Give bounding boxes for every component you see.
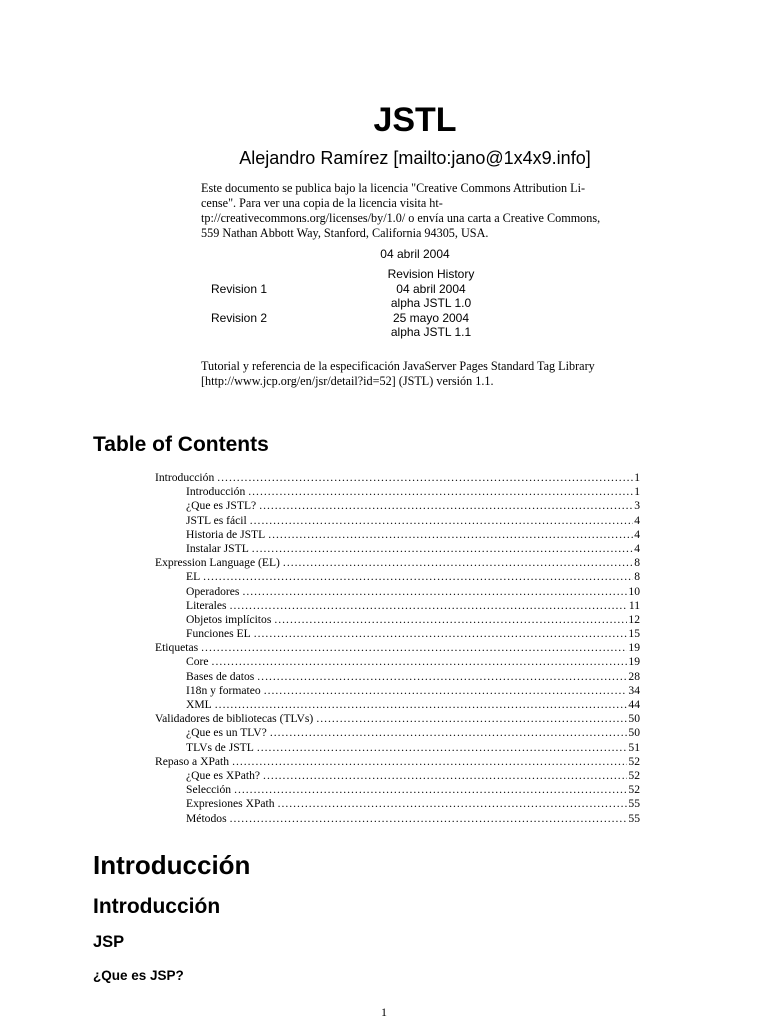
author-line: Alejandro Ramírez [mailto:jano@1x4x9.info] xyxy=(239,148,591,168)
toc-entry-page: 52 xyxy=(628,768,640,782)
publication-date: 04 abril 2004 xyxy=(380,247,450,261)
toc-leader-dots xyxy=(283,556,633,570)
revision-date: 25 mayo 2004 xyxy=(392,310,470,325)
toc-entry[interactable] xyxy=(155,570,640,584)
toc-entry[interactable] xyxy=(155,641,640,655)
toc-entry-page: 28 xyxy=(628,669,640,683)
toc-leader-dots xyxy=(230,812,628,826)
toc-entry[interactable] xyxy=(155,698,640,712)
document-description xyxy=(201,359,631,389)
toc-entry[interactable] xyxy=(155,556,640,570)
toc-entry-title: EL xyxy=(186,570,201,584)
toc-leader-dots xyxy=(264,684,628,698)
toc-entry-title: XML xyxy=(186,698,212,711)
toc-leader-dots xyxy=(316,712,627,726)
toc-entry[interactable] xyxy=(155,528,640,542)
toc-entry[interactable] xyxy=(155,797,640,811)
toc-entry[interactable] xyxy=(155,585,640,599)
toc-entry-page: 19 xyxy=(628,641,640,655)
section-heading-section: Introducción xyxy=(93,895,221,918)
toc-leader-dots xyxy=(242,585,627,599)
toc-entry-title: Instalar JSTL xyxy=(186,541,249,555)
toc-heading: Table of Contents xyxy=(93,433,269,456)
toc-entry-page: 3 xyxy=(634,499,640,513)
toc-entry-title: Operadores xyxy=(186,584,240,598)
toc-entry-title: Métodos xyxy=(186,811,227,825)
section-heading-chapter: Introducción xyxy=(93,850,251,880)
toc-leader-dots xyxy=(217,471,633,485)
revision-label: Revision 1 xyxy=(211,281,268,296)
toc-entry[interactable] xyxy=(155,783,640,797)
toc-entry-page: 55 xyxy=(628,811,640,825)
toc-entry[interactable] xyxy=(155,471,640,485)
toc-entry-page: 55 xyxy=(628,797,640,811)
toc-entry-page: 4 xyxy=(634,527,640,541)
license-line: cense". Para ver una copia de la licencia visita ht- xyxy=(201,196,443,210)
toc-entry-title: Core xyxy=(186,655,209,669)
toc-entry-title: TLVs de JSTL xyxy=(186,740,254,754)
toc-entry-page: 34 xyxy=(628,683,640,697)
toc-entry[interactable] xyxy=(155,599,640,613)
toc-entry-page: 50 xyxy=(628,712,640,726)
toc-entry[interactable] xyxy=(155,542,640,556)
toc-entry-title: ¿Que es JSTL? xyxy=(186,499,257,513)
toc-entry-page: 8 xyxy=(634,570,640,584)
toc-entry[interactable] xyxy=(155,726,640,740)
license-line: 559 Nathan Abbott Way, Stanford, California 94305, USA. xyxy=(201,226,489,240)
revision-info xyxy=(331,282,531,311)
toc-leader-dots xyxy=(278,797,628,811)
revision-note: alpha JSTL 1.1 xyxy=(390,325,472,339)
toc-entry-title: Selección xyxy=(186,783,232,797)
toc-entry-page: 4 xyxy=(634,513,640,527)
toc-entry-page: 51 xyxy=(628,740,640,754)
toc-entry[interactable] xyxy=(155,812,640,826)
toc-leader-dots xyxy=(263,769,627,783)
toc-entry-title: Repaso a XPath xyxy=(155,754,230,768)
toc-leader-dots xyxy=(259,499,633,513)
description-line: Tutorial y referencia de la especificación JavaServer Pages Standard Tag Library xyxy=(201,359,595,373)
description-line: [http://www.jcp.org/en/jsr/detail?id=52] (JSTL) versión 1.1. xyxy=(201,374,494,388)
toc-leader-dots xyxy=(250,514,633,528)
toc-leader-dots xyxy=(270,726,628,740)
revision-note: alpha JSTL 1.0 xyxy=(390,296,472,310)
toc-entry-title: Bases de datos xyxy=(186,669,255,683)
toc-entry[interactable] xyxy=(155,755,640,769)
toc-entry-title: Introducción xyxy=(155,471,215,484)
toc-entry[interactable] xyxy=(155,712,640,726)
license-text xyxy=(201,181,631,241)
revision-row xyxy=(201,282,631,311)
toc-leader-dots xyxy=(230,599,628,613)
revision-history-title: Revision History xyxy=(387,267,475,281)
toc-leader-dots xyxy=(257,741,628,755)
toc-entry[interactable] xyxy=(155,655,640,669)
toc-entry-page: 19 xyxy=(628,655,640,669)
toc-entry-page: 1 xyxy=(634,471,640,484)
toc-entry-title: JSTL es fácil xyxy=(186,513,247,527)
toc-leader-dots xyxy=(274,613,627,627)
toc-entry-title: Objetos implícitos xyxy=(186,612,272,626)
toc-entry-title: Expression Language (EL) xyxy=(155,556,280,570)
toc-entry-page: 12 xyxy=(628,612,640,626)
toc-leader-dots xyxy=(234,783,627,797)
toc-entry[interactable] xyxy=(155,670,640,684)
toc-entry-title: ¿Que es un TLV? xyxy=(186,726,267,740)
toc-entry[interactable] xyxy=(155,613,640,627)
toc-entry-page: 11 xyxy=(628,598,640,612)
toc-entry-page: 8 xyxy=(634,556,640,570)
toc-entry-title: Literales xyxy=(186,598,227,612)
license-line: tp://creativecommons.org/licenses/by/1.0/ o envía una carta a Creative Commons, xyxy=(201,211,601,225)
revision-history xyxy=(201,267,631,340)
toc-leader-dots xyxy=(268,528,633,542)
toc-leader-dots xyxy=(254,627,628,641)
toc-entry-page: 1 xyxy=(634,485,640,499)
toc-leader-dots xyxy=(252,542,633,556)
revision-date: 04 abril 2004 xyxy=(396,281,466,296)
toc-entry[interactable] xyxy=(155,627,640,641)
toc-leader-dots xyxy=(232,755,627,769)
toc-entry-title: Etiquetas xyxy=(155,641,199,655)
toc-leader-dots xyxy=(215,698,628,712)
toc-entry-page: 52 xyxy=(628,754,640,768)
toc-leader-dots xyxy=(248,485,633,499)
section-heading-subsection: JSP xyxy=(93,933,125,951)
toc-leader-dots xyxy=(212,655,628,669)
toc-entry-page: 44 xyxy=(628,698,640,711)
toc-entry-title: I18n y formateo xyxy=(186,683,261,697)
page-number: 1 xyxy=(381,1005,387,1019)
toc-entry-title: ¿Que es XPath? xyxy=(186,768,261,782)
toc-leader-dots xyxy=(203,570,633,584)
toc-entry-title: Funciones EL xyxy=(186,627,251,641)
toc-entry-title: Historia de JSTL xyxy=(186,527,266,541)
toc-entry-page: 15 xyxy=(628,627,640,641)
revision-label: Revision 2 xyxy=(211,310,268,325)
toc-entry[interactable] xyxy=(155,499,640,513)
toc-entry[interactable] xyxy=(155,485,640,499)
revision-info xyxy=(331,311,531,340)
toc-entry[interactable] xyxy=(155,514,640,528)
document-title: JSTL xyxy=(373,101,457,139)
section-heading-subsubsection: ¿Que es JSP? xyxy=(93,968,184,983)
toc-entry-page: 10 xyxy=(628,584,640,598)
toc-entry[interactable] xyxy=(155,769,640,783)
toc-leader-dots xyxy=(257,670,627,684)
toc-entry-page: 4 xyxy=(634,541,640,555)
toc-entry-page: 50 xyxy=(628,726,640,740)
license-line: Este documento se publica bajo la licencia "Creative Commons Attribution Li- xyxy=(201,181,586,195)
toc-entry-page: 52 xyxy=(628,783,640,797)
table-of-contents xyxy=(155,471,640,826)
toc-entry[interactable] xyxy=(155,741,640,755)
toc-entry[interactable] xyxy=(155,684,640,698)
toc-entry-title: Introducción xyxy=(186,485,246,499)
revision-row xyxy=(201,311,631,340)
toc-entry-title: Expresiones XPath xyxy=(186,797,275,811)
toc-leader-dots xyxy=(201,641,627,655)
toc-entry-title: Validadores de bibliotecas (TLVs) xyxy=(155,712,314,726)
